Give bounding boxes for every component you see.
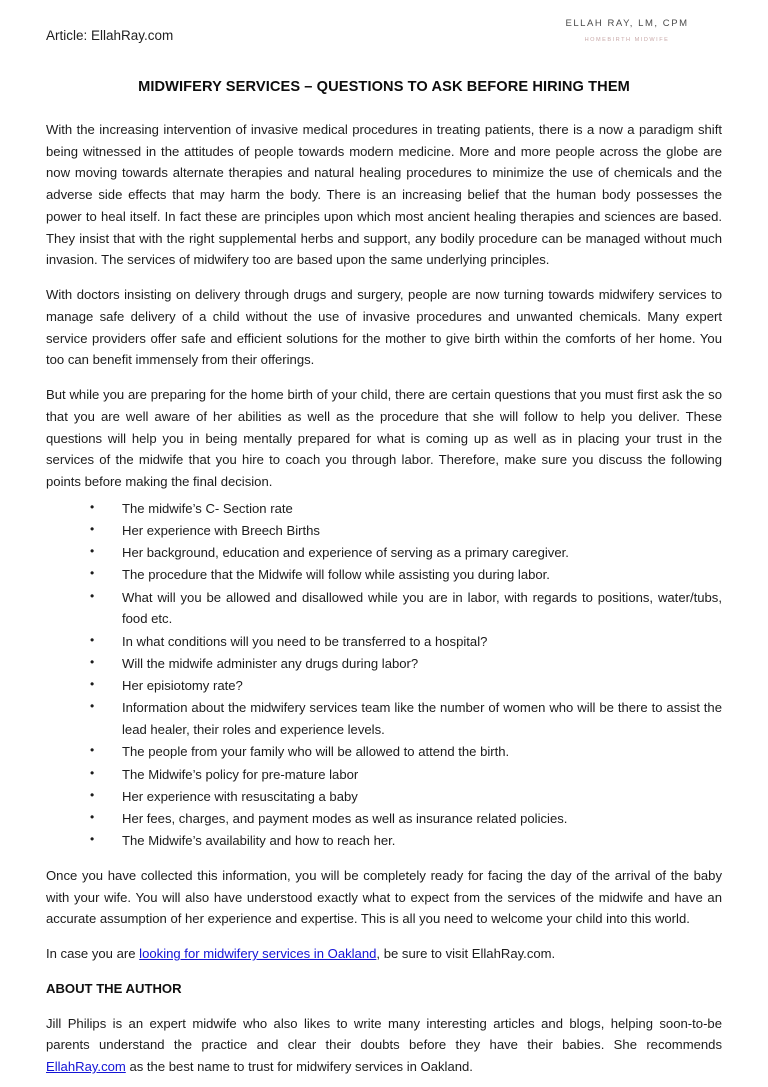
list-item: • Her experience with resuscitating a baby: [76, 786, 722, 808]
author-bio-prefix: Jill Philips is an expert midwife who also likes to write many interesting articles and blogs, helping soon-to-be parents understand the practice and clear their doubts before they have their babies. She recommends: [46, 1015, 722, 1053]
about-author-heading: ABOUT THE AUTHOR: [46, 980, 182, 996]
document-body: [46, 78, 722, 1078]
paragraph: With doctors insisting on delivery through drugs and surgery, people are now turning towards midwifery services to manage safe delivery of a child without the use of invasive procedures and unwanted chemicals. Many expert service providers offer safe and efficient solutions for the mother to give birth within the comforts of her home. You too can benefit immensely from their offerings.: [46, 287, 722, 368]
list-item: • Her episiotomy rate?: [76, 675, 722, 697]
intro-paragraphs: [46, 119, 722, 493]
list-item: • Her experience with Breech Births: [76, 520, 722, 542]
list-item: • Will the midwife administer any drugs during labor?: [76, 653, 722, 675]
document-header: [0, 16, 768, 60]
list-item: • In what conditions will you need to be transferred to a hospital?: [76, 631, 722, 653]
brand-logo: [532, 16, 722, 45]
questions-list: [46, 498, 722, 852]
list-item: • What will you be allowed and disallowed while you are in labor, with regards to positions, water/tubs, food etc.: [76, 587, 722, 630]
closing-paragraph: Once you have collected this information, you will be completely ready for facing the day of the arrival of the baby with your wife. You will also have understood exactly what to expect from the services of the midwife and have an accurate assumption of her experience and expertise. This is all you need to welcome your child into this world.: [46, 867, 722, 927]
cta-suffix-text: , be sure to visit EllahRay.com.: [376, 946, 556, 962]
list-item: • The midwife’s C- Section rate: [76, 498, 722, 520]
cta-paragraph: [46, 943, 722, 965]
brand-name: ELLAH RAY, LM, CPM: [565, 18, 689, 29]
author-bio: [46, 1013, 722, 1078]
oakland-midwifery-link[interactable]: looking for midwifery services in Oakland: [139, 946, 377, 962]
ellahray-link[interactable]: EllahRay.com: [46, 1059, 126, 1075]
list-item: • Her background, education and experience of serving as a primary caregiver.: [76, 542, 722, 564]
list-item: • Her fees, charges, and payment modes as well as insurance related policies.: [76, 808, 722, 830]
paragraph: But while you are preparing for the home birth of your child, there are certain questions that you must first ask the so that you are well aware of her abilities as well as the procedure that she will follow to help you deliver. These questions will help you in being mentally prepared for what is coming up as well as in placing your trust in the services of the midwife that you hire to coach you through labor. Therefore, make sure you discuss the following points before making the final decision.: [46, 387, 722, 489]
page-title: MIDWIFERY SERVICES – QUESTIONS TO ASK BEFORE HIRING THEM: [138, 79, 630, 95]
brand-tagline: HOMEBIRTH MIDWIFE: [584, 37, 670, 44]
paragraph: With the increasing intervention of invasive medical procedures in treating patients, there is a now a paradigm shift being witnessed in the attitudes of people towards modern medicine. More and more people across the globe are now moving towards alternate therapies and natural healing procedures to minimize the use of chemicals and the adverse side effects that may harm the body. There is an increasing belief that the human body possesses the power to heal itself. In fact these are principles upon which most ancient healing therapies and sciences are based. They insist that with the right supplemental herbs and support, any bodily procedure can be managed without much invasion. The services of midwifery too are based upon the same underlying principles.: [46, 121, 722, 268]
cta-prefix-text: In case you are: [46, 946, 140, 962]
article-source-label: Article: EllahRay.com: [46, 28, 174, 43]
list-item: • The Midwife’s policy for pre-mature labor: [76, 764, 722, 786]
list-item: • Information about the midwifery services team like the number of women who will be there to assist the lead healer, their roles and experience levels.: [76, 697, 722, 740]
list-item: • The procedure that the Midwife will follow while assisting you during labor.: [76, 564, 722, 586]
list-item: • The Midwife’s availability and how to reach her.: [76, 830, 722, 852]
list-item: • The people from your family who will be allowed to attend the birth.: [76, 741, 722, 763]
author-bio-suffix: as the best name to trust for midwifery services in Oakland.: [125, 1059, 473, 1075]
